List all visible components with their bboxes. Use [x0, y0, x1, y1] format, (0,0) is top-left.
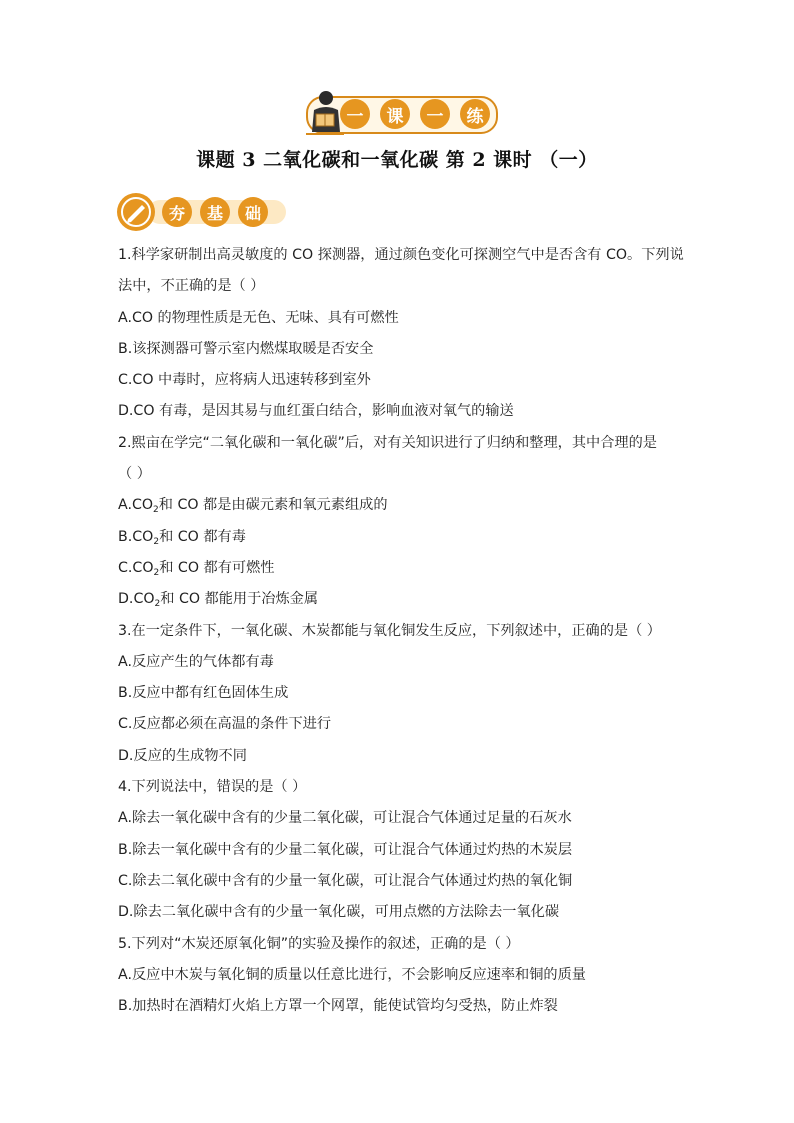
- question-2-stem: 2.熙亩在学完“二氧化碳和一氧化碳”后，对有关知识进行了归纳和整理，其中合理的是: [118, 434, 657, 451]
- question-list: [118, 240, 688, 1022]
- section-char: 夯: [162, 197, 192, 227]
- question-1-stem: 1.科学家研制出高灵敏度的 CO 探测器，通过颜色变化可探测空气中是否含有 CO。下列说: [118, 247, 684, 263]
- question-5-stem: 5.下列对“木炭还原氧化铜”的实验及操作的叙述，正确的是（ ）: [118, 935, 520, 952]
- banner-char: 一: [420, 99, 450, 129]
- question-1-option-c: C.CO 中毒时，应将病人迅速转移到室外: [118, 372, 371, 389]
- section-char: 础: [238, 197, 268, 227]
- banner-char: 一: [340, 99, 370, 129]
- question-3-option-b: B.反应中都有红色固体生成: [118, 685, 289, 702]
- question-2-option-b: $B.CO_2$和 CO 都有毒: [118, 528, 246, 547]
- question-3-stem: 3.在一定条件下，一氧化碳、木炭都能与氧化铜发生反应，下列叙述中，正确的是（ ）: [118, 622, 661, 639]
- header-banner: [288, 88, 498, 138]
- question-1-option-d: D.CO 有毒，是因其易与血红蛋白结合，影响血液对氧气的输送: [118, 403, 514, 420]
- section-header: [116, 188, 286, 234]
- question-4-option-d: D.除去二氧化碳中含有的少量一氧化碳，可用点燃的方法除去一氧化碳: [118, 904, 560, 921]
- question-4-option-b: B.除去一氧化碳中含有的少量二氧化碳，可让混合气体通过灼热的木炭层: [118, 841, 573, 858]
- question-1-stem-cont: 法中，不正确的是（ ）: [118, 278, 265, 295]
- question-2-option-d: $D.CO_2$和 CO 都能用于冶炼金属: [118, 591, 319, 610]
- question-5-option-b: B.加热时在酒精灯火焰上方罩一个网罩，能使试管均匀受热，防止炸裂: [118, 998, 558, 1015]
- question-1-option-b: B.该探测器可警示室内燃煤取暖是否安全: [118, 340, 374, 357]
- question-3-option-d: D.反应的生成物不同: [118, 747, 247, 764]
- section-characters: [162, 197, 268, 227]
- question-4-stem: 4.下列说法中，错误的是（ ）: [118, 779, 307, 796]
- page-title: 课题 3 二氧化碳和一氧化碳 第 2 课时 （一）: [196, 149, 598, 171]
- banner-char: 练: [460, 99, 490, 129]
- question-2-stem-cont: （ ）: [118, 466, 151, 483]
- banner-characters: [340, 99, 490, 129]
- question-1-option-a: A.CO 的物理性质是无色、无味、具有可燃性: [118, 309, 399, 326]
- pencil-badge-icon: [116, 192, 156, 232]
- question-3-option-a: A.反应产生的气体都有毒: [118, 653, 274, 670]
- question-2-option-c: $C.CO_2$和 CO 都有可燃性: [118, 559, 275, 578]
- banner-char: 课: [380, 99, 410, 129]
- question-4-option-a: A.除去一氧化碳中含有的少量二氧化碳，可让混合气体通过足量的石灰水: [118, 810, 572, 827]
- question-3-option-c: C.反应都必须在高温的条件下进行: [118, 716, 332, 733]
- question-5-option-a: A.反应中木炭与氧化铜的质量以任意比进行，不会影响反应速率和铜的质量: [118, 966, 586, 983]
- question-2-option-a: $A.CO_2$和 CO 都是由碳元素和氧元素组成的: [118, 497, 388, 516]
- question-4-option-c: C.除去二氧化碳中含有的少量一氧化碳，可让混合气体通过灼热的氧化铜: [118, 872, 573, 889]
- section-char: 基: [200, 197, 230, 227]
